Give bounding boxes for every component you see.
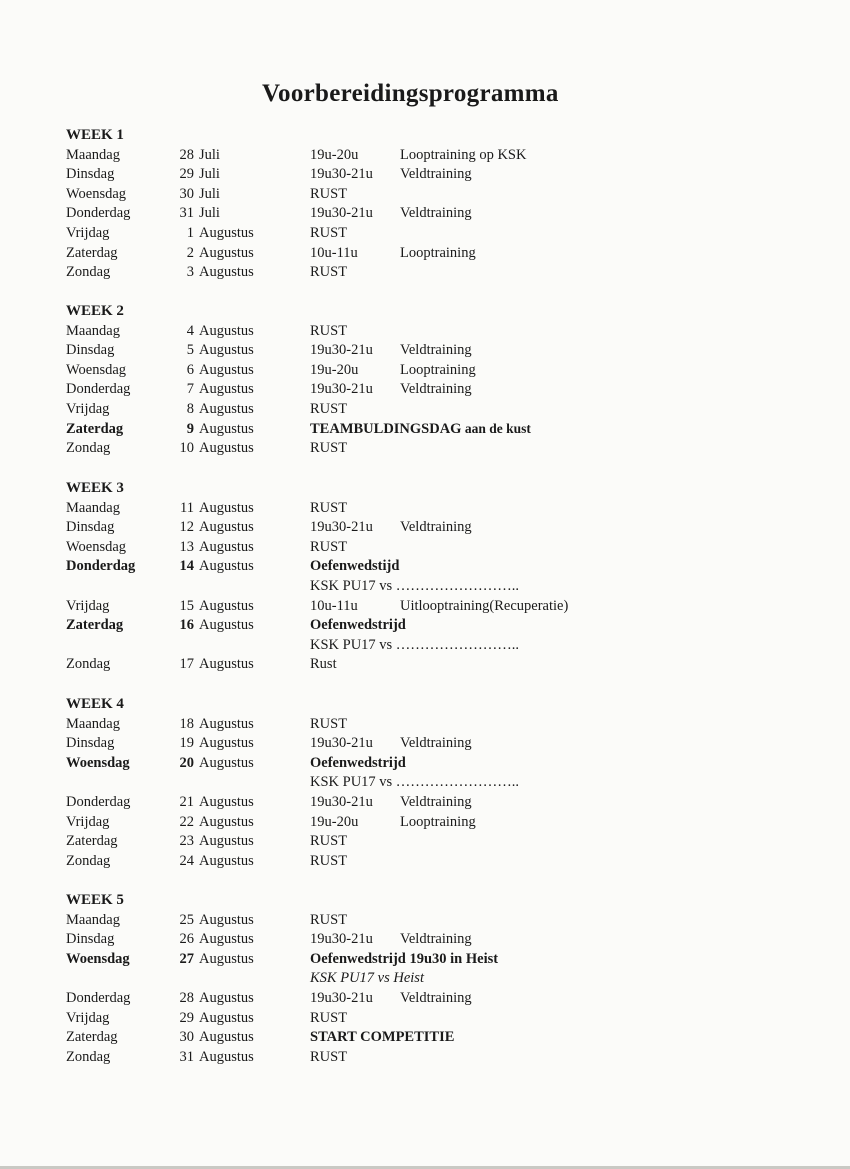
- day-number: 24: [179, 852, 194, 869]
- day-name: Zaterdag: [66, 420, 124, 437]
- schedule-row: [0, 205, 850, 225]
- schedule-row: [0, 558, 850, 594]
- activity-main-tail: aan de kust: [461, 420, 531, 436]
- time-slot: 19u30-21u: [310, 990, 373, 1006]
- activity-main: [310, 617, 406, 634]
- activity-main-text: Oefenwedstrijd: [310, 754, 406, 771]
- schedule-row: [0, 598, 850, 618]
- time-slot: 19u30-21u: [310, 735, 373, 752]
- schedule-row: [0, 323, 850, 343]
- day-number: 29: [179, 166, 194, 183]
- month: Augustus: [199, 342, 254, 359]
- activity-main: [310, 539, 347, 556]
- week-label: WEEK 3: [66, 480, 124, 496]
- day-number: 30: [179, 1029, 194, 1046]
- schedule-row: [0, 617, 850, 653]
- activity: Looptraining: [400, 361, 476, 378]
- month: Augustus: [199, 833, 254, 850]
- day-name: Dinsdag: [66, 735, 115, 752]
- schedule-row: [0, 519, 850, 539]
- schedule-row: [0, 264, 850, 284]
- schedule-row: [0, 735, 850, 755]
- day-name: Zaterdag: [66, 244, 118, 261]
- schedule-row: [0, 833, 850, 853]
- activity: Veldtraining: [400, 990, 472, 1006]
- schedule-row: [0, 186, 850, 206]
- schedule-row: [0, 1049, 850, 1069]
- schedule-row: [0, 950, 850, 987]
- activity-main: [310, 186, 347, 203]
- day-number: 28: [179, 146, 194, 163]
- day-name: Zondag: [66, 656, 111, 673]
- day-name: Vrijdag: [66, 401, 110, 417]
- activity-main: [310, 225, 347, 242]
- day-name: Vrijdag: [66, 1009, 110, 1026]
- schedule-row: [0, 440, 850, 460]
- schedule-row: [0, 656, 850, 676]
- day-name: Donderdag: [66, 381, 131, 398]
- day-name: Woensdag: [66, 361, 127, 378]
- match-opponent: KSK PU17 vs ……………………..: [310, 636, 520, 653]
- activity-main: [310, 656, 337, 673]
- activity-main-text: RUST: [310, 440, 348, 457]
- activity-main-text: RUST: [310, 1009, 348, 1026]
- month: Augustus: [199, 715, 254, 732]
- activity-main: [310, 1049, 347, 1066]
- day-number: 27: [179, 950, 194, 967]
- activity-main-text: RUST: [310, 852, 348, 869]
- day-number: 22: [179, 813, 194, 830]
- activity: Veldtraining: [400, 166, 472, 183]
- time-slot: 19u-20u: [310, 361, 359, 378]
- day-name: Vrijdag: [66, 813, 110, 830]
- day-number: 4: [186, 322, 194, 339]
- activity-main: [310, 1010, 347, 1027]
- month: Augustus: [199, 322, 254, 339]
- day-name: Vrijdag: [66, 597, 110, 614]
- match-opponent: KSK PU17 vs Heist: [310, 970, 424, 987]
- day-name: Zaterdag: [66, 1029, 118, 1046]
- day-name: Maandag: [66, 322, 120, 339]
- day-name: Woensdag: [66, 538, 127, 555]
- schedule-row: [0, 147, 850, 167]
- day-number: 21: [179, 794, 194, 810]
- month: Augustus: [199, 1029, 254, 1046]
- day-number: 20: [179, 754, 194, 771]
- schedule-row: [0, 1010, 850, 1030]
- day-name: Woensdag: [66, 185, 127, 202]
- month: Augustus: [199, 440, 254, 457]
- month: Augustus: [199, 852, 254, 869]
- activity-main-text: Oefenwedstrijd 19u30 in Heist: [310, 950, 499, 967]
- schedule-row: [0, 500, 850, 520]
- activity-main-text: RUST: [310, 264, 348, 281]
- activity-main-text: RUST: [310, 401, 348, 417]
- activity-main: [310, 951, 498, 968]
- schedule-row: [0, 990, 850, 1010]
- day-name: Zondag: [66, 264, 111, 281]
- day-name: Woensdag: [66, 754, 130, 771]
- activity-main: [310, 1029, 454, 1046]
- activity-main-text: RUST: [310, 715, 348, 732]
- activity: Veldtraining: [400, 519, 472, 536]
- day-number: 2: [186, 244, 194, 261]
- day-number: 3: [186, 264, 194, 281]
- month: Augustus: [199, 1009, 254, 1026]
- activity-main-text: START COMPETITIE: [310, 1029, 455, 1046]
- activity: Veldtraining: [400, 794, 472, 810]
- month: Augustus: [199, 361, 254, 378]
- schedule-row: [0, 1029, 850, 1049]
- month: Augustus: [199, 381, 254, 398]
- day-name: Dinsdag: [66, 166, 115, 183]
- time-slot: 10u-11u: [310, 244, 358, 261]
- time-slot: 19u-20u: [310, 146, 359, 163]
- month: Juli: [199, 185, 220, 202]
- month: Juli: [199, 205, 220, 222]
- schedule-row: [0, 342, 850, 362]
- month: Augustus: [199, 794, 254, 810]
- activity-main-text: RUST: [310, 538, 348, 555]
- schedule-row: [0, 912, 850, 932]
- activity: Veldtraining: [400, 931, 472, 948]
- month: Augustus: [199, 519, 254, 536]
- activity-main: [310, 755, 406, 772]
- time-slot: 19u-20u: [310, 813, 359, 830]
- day-number: 28: [179, 990, 194, 1006]
- month: Augustus: [199, 264, 254, 281]
- activity-main-text: Rust: [310, 656, 337, 673]
- day-name: Maandag: [66, 911, 120, 928]
- day-number: 7: [186, 381, 194, 398]
- schedule-row: [0, 754, 850, 791]
- day-name: Zondag: [66, 440, 111, 457]
- month: Augustus: [199, 813, 254, 830]
- week-label: WEEK 2: [66, 303, 124, 319]
- day-number: 29: [179, 1009, 194, 1026]
- day-number: 16: [179, 617, 194, 634]
- month: Augustus: [199, 1048, 254, 1065]
- day-number: 18: [179, 715, 194, 732]
- month: Augustus: [199, 950, 254, 967]
- day-name: Donderdag: [66, 794, 131, 810]
- activity: Veldtraining: [400, 381, 472, 398]
- day-number: 19: [179, 735, 194, 752]
- month: Augustus: [199, 558, 254, 575]
- month: Augustus: [199, 754, 254, 771]
- day-name: Maandag: [66, 499, 120, 516]
- day-name: Woensdag: [66, 950, 130, 967]
- activity-main-text: RUST: [310, 911, 348, 928]
- activity-main: [310, 716, 347, 733]
- day-name: Zondag: [66, 1048, 111, 1065]
- day-name: Dinsdag: [66, 342, 115, 359]
- day-number: 31: [179, 1048, 194, 1065]
- month: Augustus: [199, 499, 254, 516]
- schedule-row: [0, 362, 850, 382]
- match-opponent: KSK PU17 vs ……………………..: [310, 577, 520, 594]
- activity: Looptraining op KSK: [400, 146, 527, 163]
- day-name: Vrijdag: [66, 225, 110, 241]
- day-name: Zaterdag: [66, 617, 124, 634]
- activity-main: [310, 264, 347, 281]
- schedule-row: [0, 814, 850, 834]
- month: Augustus: [199, 931, 254, 948]
- day-name: Dinsdag: [66, 519, 115, 536]
- day-number: 13: [179, 538, 194, 555]
- time-slot: 19u30-21u: [310, 342, 373, 359]
- month: Augustus: [199, 735, 254, 752]
- month: Augustus: [199, 420, 254, 437]
- time-slot: 19u30-21u: [310, 931, 373, 948]
- day-number: 5: [186, 342, 194, 359]
- schedule-row: [0, 381, 850, 401]
- day-number: 25: [179, 911, 194, 928]
- activity: Veldtraining: [400, 735, 472, 752]
- day-number: 31: [179, 205, 194, 222]
- month: Juli: [199, 166, 220, 183]
- activity-main-text: RUST: [310, 322, 348, 339]
- day-name: Zondag: [66, 852, 111, 869]
- month: Augustus: [199, 597, 254, 614]
- activity-main: [310, 323, 347, 340]
- activity: Veldtraining: [400, 342, 472, 359]
- schedule-row: [0, 716, 850, 736]
- day-number: 14: [179, 558, 194, 575]
- day-name: Donderdag: [66, 558, 136, 575]
- time-slot: 19u30-21u: [310, 205, 373, 222]
- activity-main: [310, 500, 347, 517]
- activity-main: [310, 853, 347, 870]
- schedule-row: [0, 853, 850, 873]
- time-slot: 19u30-21u: [310, 519, 373, 536]
- activity-main: [310, 401, 347, 418]
- time-slot: 19u30-21u: [310, 381, 373, 398]
- day-number: 9: [186, 420, 194, 437]
- week-label: WEEK 1: [66, 127, 124, 143]
- day-name: Donderdag: [66, 205, 131, 222]
- month: Juli: [199, 146, 220, 163]
- day-number: 6: [186, 361, 194, 378]
- activity-main-text: RUST: [310, 185, 348, 202]
- day-number: 1: [186, 225, 194, 241]
- activity-main-text: RUST: [310, 833, 348, 850]
- schedule-row: [0, 539, 850, 559]
- month: Augustus: [199, 401, 254, 417]
- month: Augustus: [199, 538, 254, 555]
- schedule-row: [0, 401, 850, 421]
- day-number: 17: [179, 656, 194, 673]
- month: Augustus: [199, 990, 254, 1006]
- activity: Veldtraining: [400, 205, 472, 222]
- activity: Uitlooptraining(Recuperatie): [400, 597, 569, 614]
- schedule-row: [0, 225, 850, 245]
- schedule-row: [0, 421, 850, 441]
- activity-main: [310, 558, 399, 575]
- activity-main-text: TEAMBULDINGSDAG: [310, 420, 462, 437]
- month: Augustus: [199, 244, 254, 261]
- time-slot: 19u30-21u: [310, 794, 373, 810]
- day-number: 8: [186, 401, 194, 417]
- activity-main-text: RUST: [310, 1048, 348, 1065]
- day-number: 30: [179, 185, 194, 202]
- day-name: Dinsdag: [66, 931, 115, 948]
- schedule-row: [0, 166, 850, 186]
- month: Augustus: [199, 911, 254, 928]
- day-name: Donderdag: [66, 990, 131, 1006]
- time-slot: 10u-11u: [310, 597, 358, 614]
- page-title: Voorbereidingsprogramma: [262, 80, 559, 107]
- day-number: 11: [180, 499, 194, 516]
- activity-main-text: RUST: [310, 499, 348, 516]
- day-number: 26: [179, 931, 194, 948]
- day-number: 23: [179, 833, 194, 850]
- day-number: 10: [179, 440, 194, 457]
- month: Augustus: [199, 656, 254, 673]
- day-name: Zaterdag: [66, 833, 118, 850]
- activity-main: [310, 421, 531, 438]
- month: Augustus: [199, 617, 254, 634]
- activity: Looptraining: [400, 813, 476, 830]
- schedule-row: [0, 245, 850, 265]
- time-slot: 19u30-21u: [310, 166, 373, 183]
- activity: Looptraining: [400, 244, 476, 261]
- day-name: Maandag: [66, 715, 120, 732]
- activity-main-text: Oefenwedstijd: [310, 558, 400, 575]
- week-label: WEEK 5: [66, 892, 124, 908]
- activity-main: [310, 440, 347, 457]
- activity-main: [310, 833, 347, 850]
- activity-main-text: RUST: [310, 225, 348, 241]
- match-opponent: KSK PU17 vs ……………………..: [310, 774, 520, 791]
- schedule-row: [0, 794, 850, 814]
- activity-main-text: Oefenwedstrijd: [310, 617, 406, 634]
- day-name: Maandag: [66, 146, 120, 163]
- activity-main: [310, 912, 347, 929]
- week-label: WEEK 4: [66, 696, 124, 712]
- schedule-row: [0, 931, 850, 951]
- month: Augustus: [199, 225, 254, 241]
- day-number: 12: [179, 519, 194, 536]
- day-number: 15: [179, 597, 194, 614]
